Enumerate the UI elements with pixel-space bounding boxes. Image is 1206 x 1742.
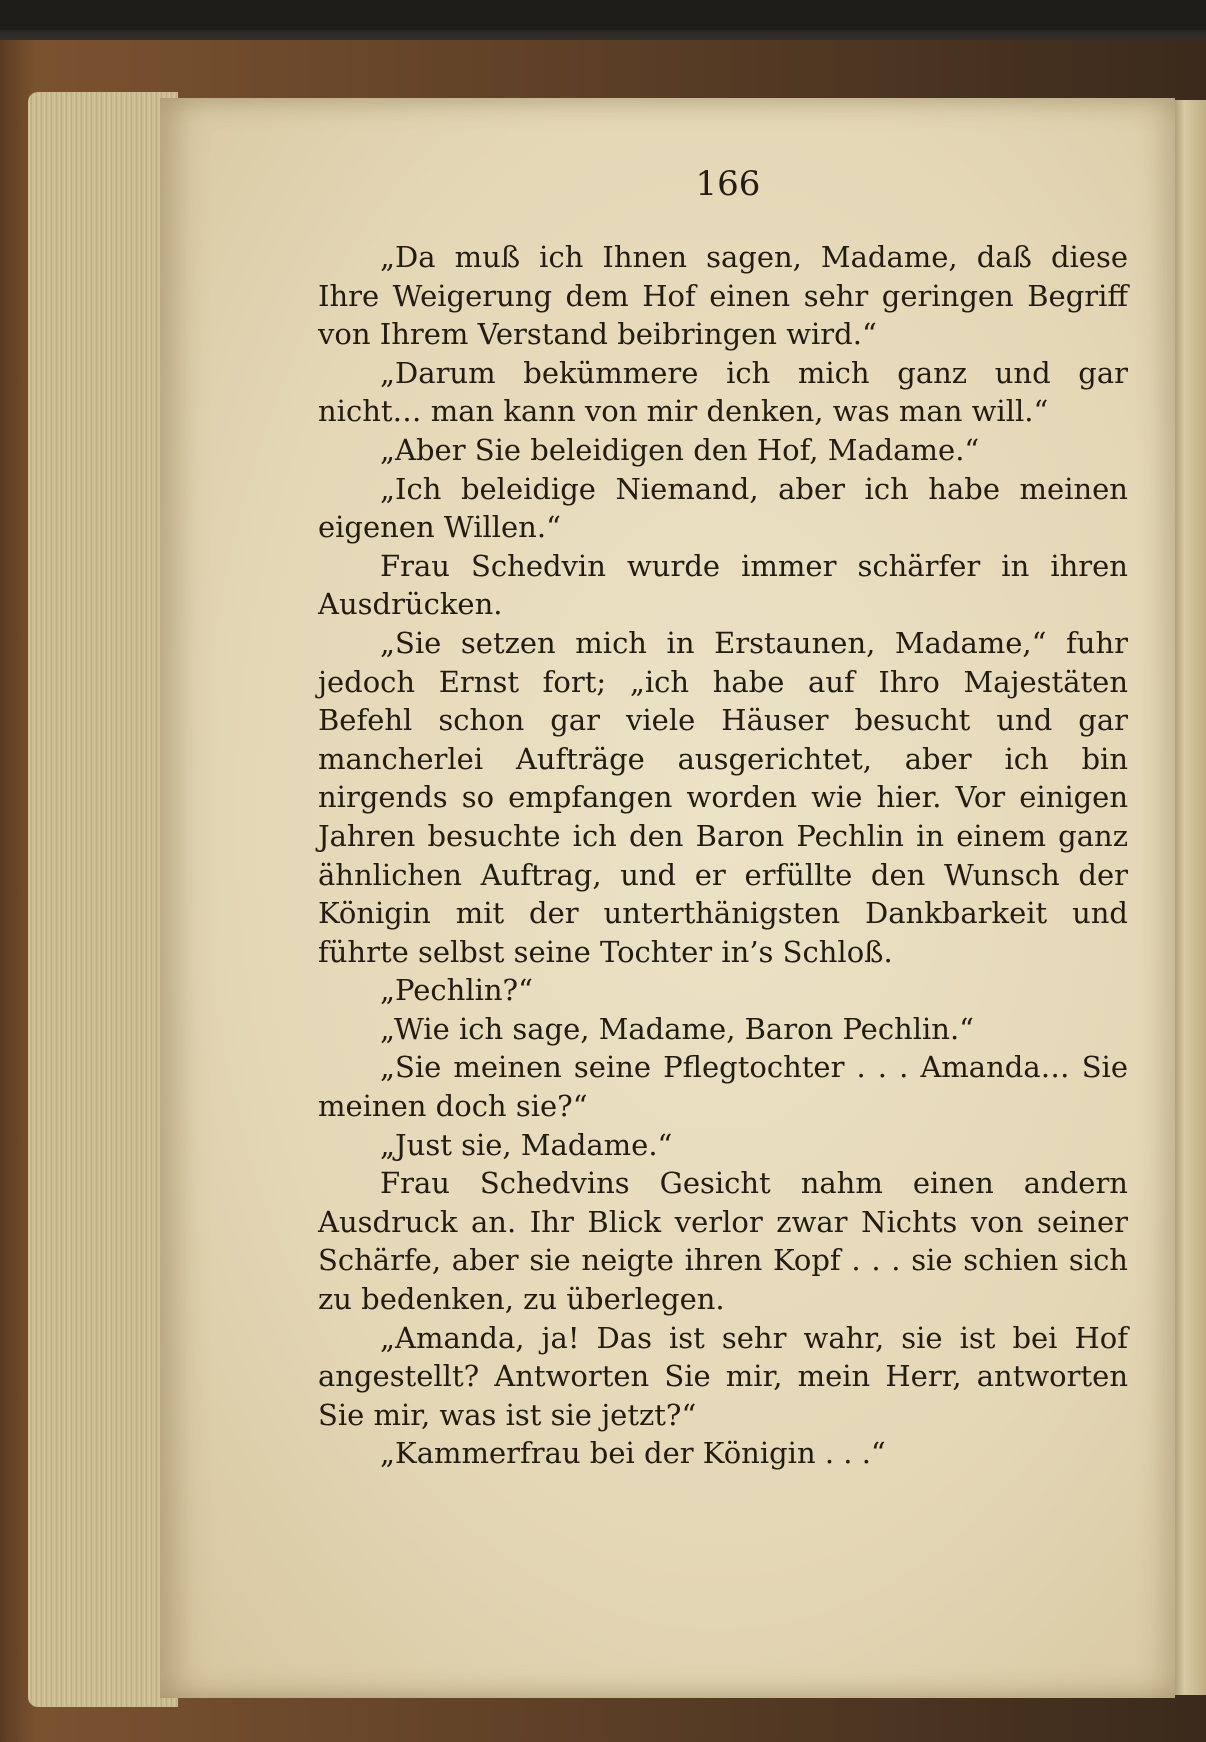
page-text <box>318 238 1128 1473</box>
paragraph: „Aber Sie beleidigen den Hof, Madame.“ <box>380 432 980 467</box>
paragraph: „Darum bekümmere ich mich ganz und gar nicht… man kann von mir denken, was man will.“ <box>318 355 1128 429</box>
paragraph: „Just sie, Madame.“ <box>380 1127 673 1162</box>
paragraph: „Amanda, ja! Das ist sehr wahr, sie ist bei Hof angestellt? Antworten Sie mir, mein Herr, antworten Sie mir, was ist sie jetzt?“ <box>318 1320 1128 1432</box>
page-number: 166 <box>695 164 761 204</box>
paragraph: Frau Schedvin wurde immer schärfer in ihren Ausdrücken. <box>318 548 1128 622</box>
paragraph: „Kammerfrau bei der Königin . . .“ <box>380 1436 886 1471</box>
paragraph: „Sie setzen mich in Erstaunen, Madame,“ fuhr jedoch Ernst fort; „ich habe auf Ihro Majestäten Befehl schon gar viele Häuser besucht und gar mancherlei Aufträge ausgerichtet, aber ich bin nirgends so empfangen worden wie hier. Vor einigen Jahren besuchte ich den Baron Pechlin in einem ganz ähnlichen Auftrag, und er erfüllte den Wunsch der Königin mit der unterthänigsten Dankbarkeit und führte selbst seine Tochter in’s Schloß. <box>318 625 1128 969</box>
paragraph: „Wie ich sage, Madame, Baron Pechlin.“ <box>380 1011 975 1046</box>
paragraph: „Pechlin?“ <box>380 973 533 1008</box>
paragraph: „Sie meinen seine Pflegtochter . . . Amanda… Sie meinen doch sie?“ <box>318 1050 1128 1124</box>
paragraph: Frau Schedvins Gesicht nahm einen andern Ausdruck an. Ihr Blick verlor zwar Nichts von seiner Schärfe, aber sie neigte ihren Kopf . . . sie schien sich zu bedenken, zu überlegen. <box>318 1166 1128 1317</box>
paragraph: „Ich beleidige Niemand, aber ich habe meinen eigenen Willen.“ <box>318 471 1128 545</box>
adjacent-page-edge <box>1170 100 1206 1695</box>
paragraph: „Da muß ich Ihnen sagen, Madame, daß diese Ihre Weigerung dem Hof einen sehr geringen Begriff von Ihrem Verstand beibringen wird.“ <box>318 240 1128 352</box>
page-edges <box>28 92 178 1707</box>
